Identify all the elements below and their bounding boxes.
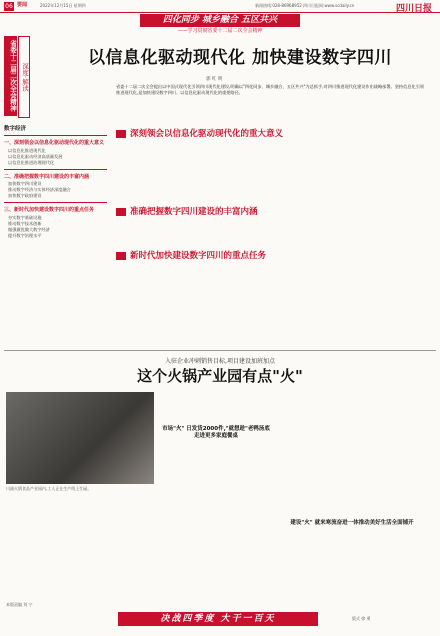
story2-photo — [6, 392, 154, 484]
issue-date: 2022年12月15日 星期四 — [40, 3, 86, 8]
sidebar-item: 夯实数字基础设施 — [8, 214, 42, 220]
sidebar-item: 加快数字四川建设 — [8, 181, 42, 186]
sidebar-item: 推动数字经济与实体经济深度融合 — [8, 187, 71, 192]
section-heading-3 — [116, 250, 428, 262]
sidebar-group — [4, 169, 107, 200]
page-number: 06 — [5, 3, 13, 10]
section-heading-2 — [116, 206, 428, 218]
section-label: 要闻 — [17, 2, 28, 8]
story-divider — [4, 350, 436, 351]
sidebar-item: 提升数字治理水平 — [8, 232, 42, 238]
hotline: 新闻热线:028-86968952 四川日报网:www.scdaily.cn — [255, 3, 355, 8]
sidebar-heading: 数字经济 — [4, 126, 27, 132]
section-title: 深刻领会以信息化驱动现代化的重大意义 — [130, 129, 284, 139]
column-tag-outline: 深度·解读 — [18, 36, 30, 118]
article-author: 郭 红 明 — [206, 77, 223, 82]
section-marker-icon — [116, 130, 126, 138]
sidebar-group — [4, 202, 107, 239]
sidebar-item: 以信息化驱动经济高质量发展 — [8, 153, 63, 159]
sidebar-item: 以信息化推进治理现代化 — [8, 159, 55, 165]
sidebar-item: 推动数字技术创新 — [8, 220, 42, 226]
sidebar-group-title: 二、准确把握数字四川建设的丰富内涵 — [4, 173, 90, 180]
section-title: 准确把握数字四川建设的丰富内涵 — [130, 207, 258, 217]
sidebar-group-title: 一、深刻领会以信息化驱动现代化的重大意义 — [4, 140, 105, 146]
sidebar-group-title: 三、新时代加快建设数字四川的重点任务 — [4, 207, 95, 213]
page-header — [0, 0, 440, 13]
story2-subhead-1: 市场"火" 日发货2000件,"就想趁"老鸭汤底走进更多家庭餐桌 — [162, 426, 270, 439]
article-lead: 省委十二届二次全会提出以中国式现代化引领四川现代化建设,明确以"四化同步、城乡融合、五区共兴"为总抓手,对四川推进现代化建设作出战略部署。坚持信息化引领推进现代化,是加快建设数字四川、以信息化驱动现代化的重要路径。 — [116, 84, 425, 95]
footer-banner: 决战四季度 大干一百天 — [118, 612, 318, 626]
section-marker-icon — [116, 208, 126, 216]
section-heading-1 — [116, 128, 428, 140]
theme-banner-sub: ——学习贯彻省委十二届二次全会精神 — [177, 28, 263, 34]
sidebar-outline — [4, 120, 107, 348]
story2-title: 这个火锅产业园有点"火" — [137, 367, 303, 385]
story2-kicker: 入驻企业冲刺销售目标,项目建设加班加点 — [165, 358, 275, 365]
layout-credit: 版式 徐 勇 — [352, 616, 371, 621]
sidebar-group — [4, 135, 107, 166]
article-title: 以信息化驱动现代化 加快建设数字四川 — [88, 48, 392, 68]
theme-banner — [140, 14, 300, 36]
theme-banner-main: 四化同步 城乡融合 五区共兴 — [140, 14, 300, 27]
section-marker-icon — [116, 252, 126, 260]
story2-photo-caption: 川渝火锅食品产业园内,工人正在生产线上忙碌。 — [6, 486, 92, 491]
sidebar-item: 做强做优做大数字经济 — [8, 226, 50, 232]
sidebar-item: 加快数字政府建设 — [8, 193, 42, 198]
sidebar-item: 以信息化推进现代化 — [8, 147, 46, 153]
section-title: 新时代加快建设数字四川的重点任务 — [130, 251, 267, 261]
newspaper-logo: 四川日报 — [395, 4, 432, 14]
column-tag-red: 省委十二届二次全会精神 — [4, 36, 17, 116]
editor-credit: 本版责编 刘 宁 — [6, 602, 33, 607]
story2-subhead-2: 建设"火" 就来寒流奋进一体推动美好生活全面铺开 — [290, 520, 414, 526]
